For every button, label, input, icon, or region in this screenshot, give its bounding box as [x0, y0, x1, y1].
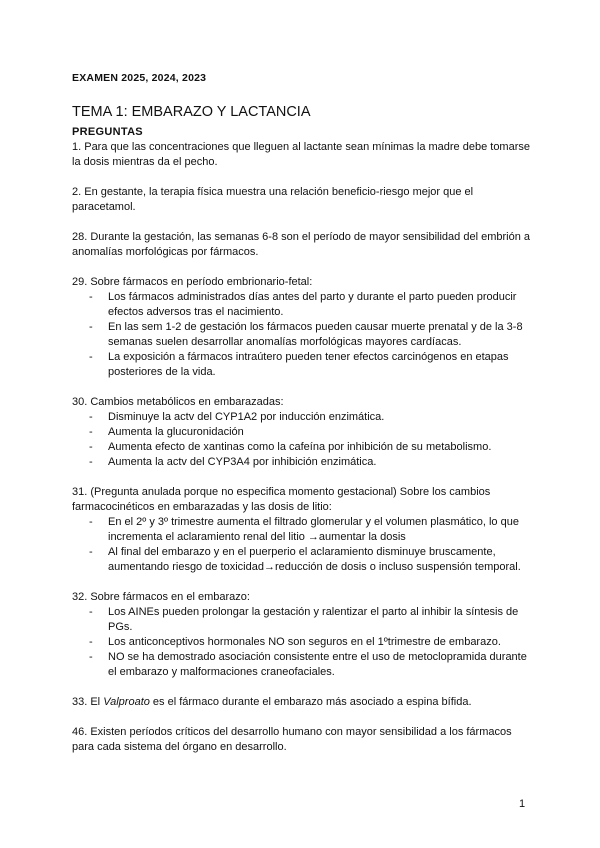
- list-item: - La exposición a fármacos intraútero pueden tener efectos carcinógenos en etapas posteriores de la vida.: [89, 351, 509, 378]
- bullet-marker: -: [89, 321, 93, 333]
- list-item: - Los AINEs pueden prolongar la gestación y ralentizar el parto al inhibir la síntesis de PGs.: [89, 606, 519, 633]
- list-item: - Los fármacos administrados días antes del parto y durante el parto pueden producir efectos adversos tras el nacimiento.: [89, 291, 517, 318]
- list-item: - En las sem 1-2 de gestación los fármacos pueden causar muerte prenatal y de la 3-8 semanas suelen desarrollar anomalías morfológicas mayores cardíacas.: [89, 321, 523, 348]
- bullet-marker: -: [89, 411, 93, 423]
- bullet-marker: -: [89, 441, 93, 453]
- question-1: 1. Para que las concentraciones que lleguen al lactante sean mínimas la madre debe tomarse la dosis mientras da el pecho.: [72, 141, 530, 168]
- bullet-marker: -: [89, 606, 93, 618]
- question-28: 28. Durante la gestación, las semanas 6-8 son el período de mayor sensibilidad del embrión a anomalías morfológicas por fármacos.: [72, 231, 530, 258]
- bullet-marker: -: [89, 546, 93, 558]
- bullet-marker: -: [89, 456, 93, 468]
- list-item: - En el 2º y 3º trimestre aumenta el filtrado glomerular y el volumen plasmático, lo que incrementa el aclaramiento renal del litio →aumentar la dosis: [89, 516, 519, 543]
- question-33: 33. El Valproato es el fármaco durante el embarazo más asociado a espina bífida.: [72, 696, 472, 708]
- bullet-marker: -: [89, 516, 93, 528]
- bullet-marker: -: [89, 426, 93, 438]
- question-2: 2. En gestante, la terapia física muestra una relación beneficio-riesgo mejor que el paracetamol.: [72, 186, 474, 213]
- list-item: - Disminuye la actv del CYP1A2 por inducción enzimática.: [89, 411, 385, 423]
- bullet-marker: -: [89, 651, 93, 663]
- question-32-list: [72, 605, 532, 680]
- question-31-intro: 31. (Pregunta anulada porque no especifica momento gestacional) Sobre los cambios farmacocinéticos en embarazadas y las dosis de litio:: [72, 486, 491, 513]
- question-30-list: [72, 410, 532, 470]
- question-29-intro: 29. Sobre fármacos en período embrionario-fetal:: [72, 276, 313, 288]
- question-31-list: [72, 515, 532, 575]
- question-29-list: [72, 290, 532, 380]
- bullet-marker: -: [89, 351, 93, 363]
- questions-body: [72, 140, 532, 755]
- page-number: 1: [519, 798, 526, 810]
- list-item: - Los anticonceptivos hormonales NO son seguros en el 1ºtrimestre de embarazo.: [89, 636, 501, 648]
- list-item: - Aumenta la actv del CYP3A4 por inhibición enzimática.: [89, 456, 377, 468]
- bullet-marker: -: [89, 636, 93, 648]
- question-46: 46. Existen períodos críticos del desarrollo humano con mayor sensibilidad a los fármacos para cada sistema del órgano en desarrollo.: [72, 726, 512, 753]
- topic-title: TEMA 1: EMBARAZO Y LACTANCIA: [72, 104, 311, 120]
- list-item: - Al final del embarazo y en el puerperio el aclaramiento disminuye bruscamente, aumentando riesgo de toxicidad→reducción de dosis o incluso suspensión temporal.: [89, 546, 521, 573]
- drug-name: Valproato: [103, 696, 150, 708]
- list-item: - Aumenta la glucuronidación: [89, 426, 244, 438]
- list-item: - NO se ha demostrado asociación consistente entre el uso de metoclopramida durante el embarazo y malformaciones craneofaciales.: [89, 651, 527, 678]
- bullet-marker: -: [89, 291, 93, 303]
- section-label: PREGUNTAS: [72, 126, 143, 138]
- exam-title: EXAMEN 2025, 2024, 2023: [72, 72, 207, 84]
- question-30-intro: 30. Cambios metabólicos en embarazadas:: [72, 396, 284, 408]
- list-item: - Aumenta efecto de xantinas como la cafeína por inhibición de su metabolismo.: [89, 441, 492, 453]
- question-32-intro: 32. Sobre fármacos en el embarazo:: [72, 591, 250, 603]
